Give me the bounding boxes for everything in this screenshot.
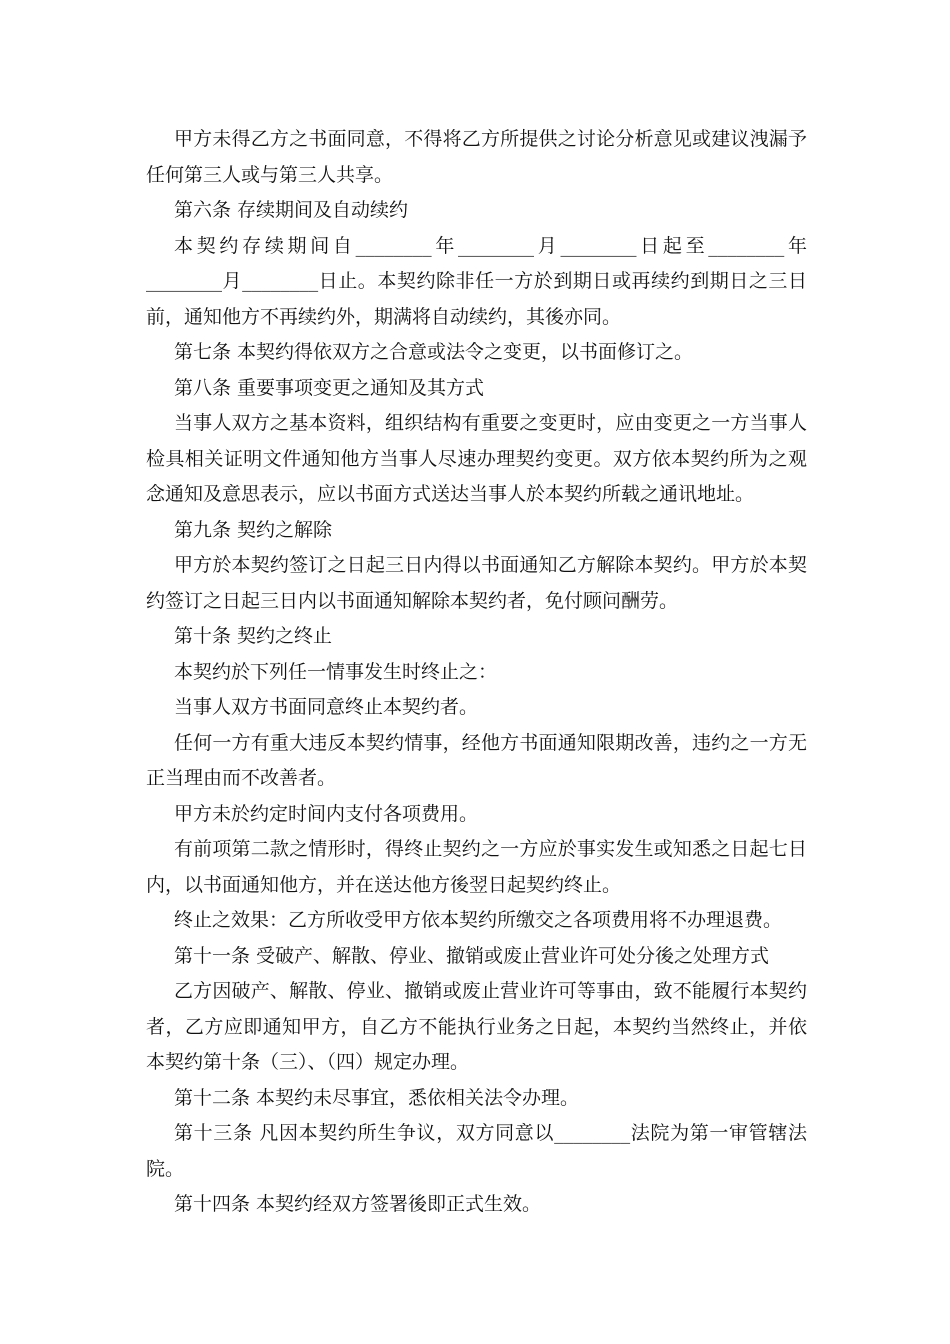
paragraph-term-renewal: 本契约存续期间自________年________月________日起至________年________月________日止。本契约除非任一方於到期日或再续约到期日之三日前，通知他方不再续约外，期满将自动续约，其後亦同。 [146, 234, 807, 328]
article-11-heading: 第十一条 受破产、解散、停业、撤销或废止营业许可处分後之处理方式 [174, 944, 770, 967]
article-10-heading: 第十条 契约之终止 [174, 625, 333, 647]
article-13: 第十三条 凡因本契约所生争议，双方同意以________法院为第一审管辖法院。 [146, 1122, 807, 1180]
article-12: 第十二条 本契约未尽事宜，悉依相关法令办理。 [174, 1086, 580, 1109]
article-8-heading: 第八条 重要事项变更之通知及其方式 [174, 376, 485, 399]
termination-item-2: 任何一方有重大违反本契约情事，经他方书面通知限期改善，违约之一方无正当理由而不改善者。 [146, 731, 807, 789]
contract-body [146, 122, 807, 1223]
paragraph-termination-effect: 终止之效果：乙方所收受甲方依本契约所缴交之各项费用将不办理退费。 [174, 909, 783, 931]
termination-item-1: 当事人双方书面同意终止本契约者。 [174, 696, 479, 718]
paragraph-rescission: 甲方於本契约签订之日起三日内得以书面通知乙方解除本契约。甲方於本契约签订之日起三日内以书面通知解除本契约者，免付顾问酬劳。 [146, 554, 807, 612]
paragraph-termination-intro: 本契约於下列任一情事发生时终止之： [174, 660, 498, 683]
termination-item-3: 甲方未於约定时间内支付各项费用。 [174, 802, 479, 825]
paragraph-termination-notice: 有前项第二款之情形时，得终止契约之一方应於事实发生或知悉之日起七日内，以书面通知他方，并在送达他方後翌日起契约终止。 [146, 838, 807, 896]
article-7: 第七条 本契约得依双方之合意或法令之变更，以书面修订之。 [174, 341, 694, 363]
article-14: 第十四条 本契约经双方签署後即正式生效。 [174, 1193, 542, 1215]
article-9-heading: 第九条 契约之解除 [174, 518, 333, 541]
paragraph-bankruptcy: 乙方因破产、解散、停业、撤销或废止营业许可等事由，致不能履行本契约者，乙方应即通知甲方，自乙方不能执行业务之日起，本契约当然终止，并依本契约第十条（三）、（四）规定办理。 [146, 980, 807, 1073]
paragraph-confidentiality: 甲方未得乙方之书面同意，不得将乙方所提供之讨论分析意见或建议洩漏予任何第三人或与第三人共享。 [146, 128, 807, 186]
paragraph-change-notice: 当事人双方之基本资料，组织结构有重要之变更时，应由变更之一方当事人检具相关证明文件通知他方当事人尽速办理契约变更。双方依本契约所为之观念通知及意思表示，应以书面方式送达当事人於本契约所载之通讯地址。 [146, 412, 807, 505]
article-6-heading: 第六条 存续期间及自动续约 [174, 199, 409, 221]
